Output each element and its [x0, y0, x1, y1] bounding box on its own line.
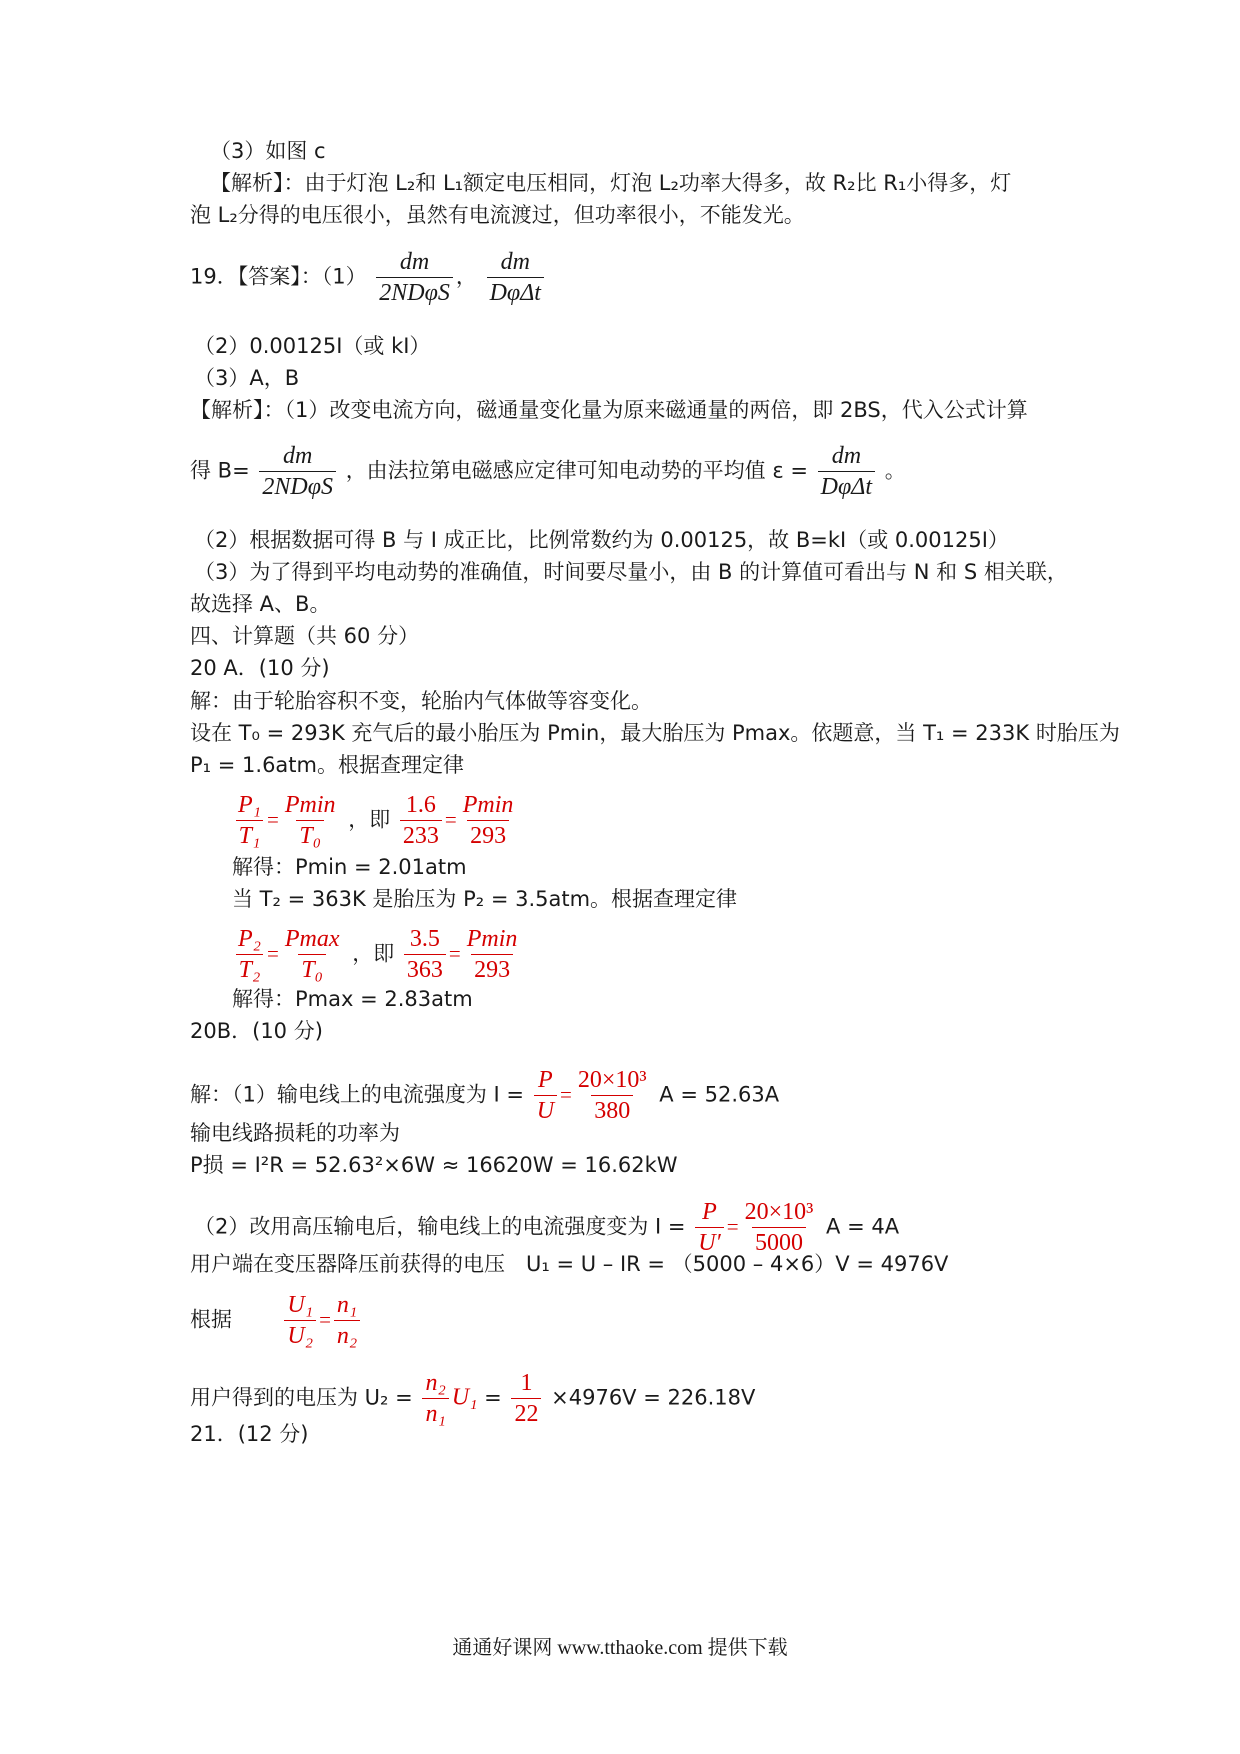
text-line: 当 T₂ = 363K 是胎压为 P₂ = 3.5atm。根据查理定律 — [232, 887, 738, 911]
section-heading: 四、计算题（共 60 分） — [190, 624, 420, 648]
problem-heading: 21．(12 分) — [190, 1422, 309, 1446]
text-line: （3）为了得到平均电动势的准确值，时间要尽量小，由 B 的计算值可看出与 N 和 S 相关联， — [194, 560, 1068, 584]
charles-law-eq-1: $\frac{\text{P₁}}{\text{T₁}}$ = $\frac{Pmin}{\text{T₀}}$ ，即 $\frac{1.6}{233}$ = $\frac{Pmin}{293}$ — [232, 790, 519, 851]
analysis-formula-line: 得 B= $\frac{dm}{\text{2NDφS}}$ ，由法拉第电磁感应定律可知电动势的平均值 ε = $\frac{dm}{\text{DφΔt}}$ 。 — [190, 443, 906, 500]
fraction: $\frac{Pmin}{293}$ — [466, 926, 518, 983]
fraction: $\frac{\text{P₁}}{\text{T₁}}$ — [235, 790, 264, 851]
text-line: （3）如图 c — [210, 139, 326, 163]
current-formula-1: 解：（1）输电线上的电流强度为 I = $\frac{P}{U}$ = $\frac{\text{20×10³}}{380}$ A = 52.63A — [190, 1067, 780, 1124]
text-line: 泡 L₂分得的电压很小，虽然有电流渡过，但功率很小，不能发光。 — [190, 203, 805, 227]
text-line: 【解析】：（1）改变电流方向，磁通量变化量为原来磁通量的两倍，即 2BS，代入公式计算 — [190, 398, 1028, 422]
fraction: $\frac{\text{n₁}}{\text{n₂}}$ — [334, 1290, 360, 1351]
text-line: 用户端在变压器降压前获得的电压 U₁ = U – IR = （5000 – 4×6）V = 4976V — [190, 1252, 949, 1276]
text-line: 解：由于轮胎容积不变，轮胎内气体做等容变化。 — [190, 689, 652, 713]
fraction: $\frac{dm}{\text{2NDφS}}$ — [376, 247, 453, 308]
problem-heading: 20 A．(10 分) — [190, 656, 330, 680]
fraction: $\frac{\text{20×10³}}{380}$ — [577, 1067, 647, 1124]
fraction: $\frac{dm}{\text{2NDφS}}$ — [259, 441, 336, 502]
problem-heading: 20B．(10 分) — [190, 1019, 323, 1043]
fraction: $\frac{dm}{\text{DφΔt}}$ — [818, 441, 875, 502]
fraction: $\frac{Pmin}{293}$ — [462, 792, 514, 849]
fraction: $\frac{Pmax}{\text{T₀}}$ — [284, 926, 340, 983]
text-line: 故选择 A、B。 — [190, 592, 331, 616]
transformer-ratio-line: 根据 $\frac{\text{U₁}}{\text{U₂}}$ = $\frac{\text{n₁}}{\text{n₂}}$ — [190, 1290, 363, 1351]
current-formula-2: （2）改用高压输电后，输电线上的电流强度变为 I = $\frac{P}{U'}$ = $\frac{\text{20×10³}}{5000}$ A = 4A — [194, 1199, 900, 1256]
page-footer: 通通好课网 www.tthaoke.com 提供下载 — [452, 1637, 788, 1659]
fraction: $\frac{dm}{\text{DφΔt}}$ — [487, 247, 544, 308]
text-line: P₁ = 1.6atm。根据查理定律 — [190, 753, 464, 777]
fraction: $\frac{P}{U'}$ — [695, 1197, 724, 1258]
fraction: $\frac{\text{P₂}}{\text{T₂}}$ — [235, 924, 264, 985]
answer-19-line: 19．【答案】：（1） $\frac{dm}{\text{2NDφS}}$ ， $\frac{dm}{\text{DφΔt}}$ — [190, 247, 547, 308]
fraction: $\frac{\text{n₂}}{\text{n₁}}$ — [422, 1368, 448, 1429]
fraction: $\frac{Pmin}{\text{T₀}}$ — [284, 792, 336, 849]
text-line: 解得：Pmax = 2.83atm — [232, 987, 473, 1011]
fraction: $\frac{1}{22}$ — [511, 1368, 541, 1429]
charles-law-eq-2: $\frac{\text{P₂}}{\text{T₂}}$ = $\frac{Pmax}{\text{T₀}}$ ，即 $\frac{3.5}{363}$ = $\frac{Pmin}{293}$ — [232, 924, 523, 985]
fraction: $\frac{\text{20×10³}}{5000}$ — [744, 1199, 814, 1256]
fraction: $\frac{3.5}{363}$ — [404, 924, 446, 985]
text-line: （2）0.00125I（或 kI） — [194, 334, 431, 358]
user-voltage-line: 用户得到的电压为 U₂ = $\frac{\text{n₂}}{\text{n₁}}$ U₁ = $\frac{1}{22}$ ×4976V = 226.18V — [190, 1370, 756, 1427]
text-line: 输电线路损耗的功率为 — [190, 1121, 400, 1145]
text-line: 设在 T₀ = 293K 充气后的最小胎压为 Pmin，最大胎压为 Pmax。依题意，当 T₁ = 233K 时胎压为 — [190, 721, 1120, 745]
text-line: 【解析】：由于灯泡 L₂和 L₁额定电压相同，灯泡 L₂功率大得多，故 R₂比 R₁小得多，灯 — [210, 171, 1012, 195]
text-line: P损 = I²R = 52.63²×6W ≈ 16620W = 16.62kW — [190, 1153, 678, 1177]
fraction: $\frac{\text{U₁}}{\text{U₂}}$ — [284, 1290, 316, 1351]
text-line: 解得：Pmin = 2.01atm — [232, 855, 467, 879]
text-line: （3）A，B — [194, 366, 300, 390]
text-line: （2）根据数据可得 B 与 I 成正比，比例常数约为 0.00125，故 B=kI（或 0.00125I） — [194, 528, 1009, 552]
answer-19-prefix: 19．【答案】：（1） — [190, 264, 367, 289]
fraction: $\frac{1.6}{233}$ — [400, 790, 442, 851]
fraction: $\frac{P}{U}$ — [534, 1065, 557, 1126]
